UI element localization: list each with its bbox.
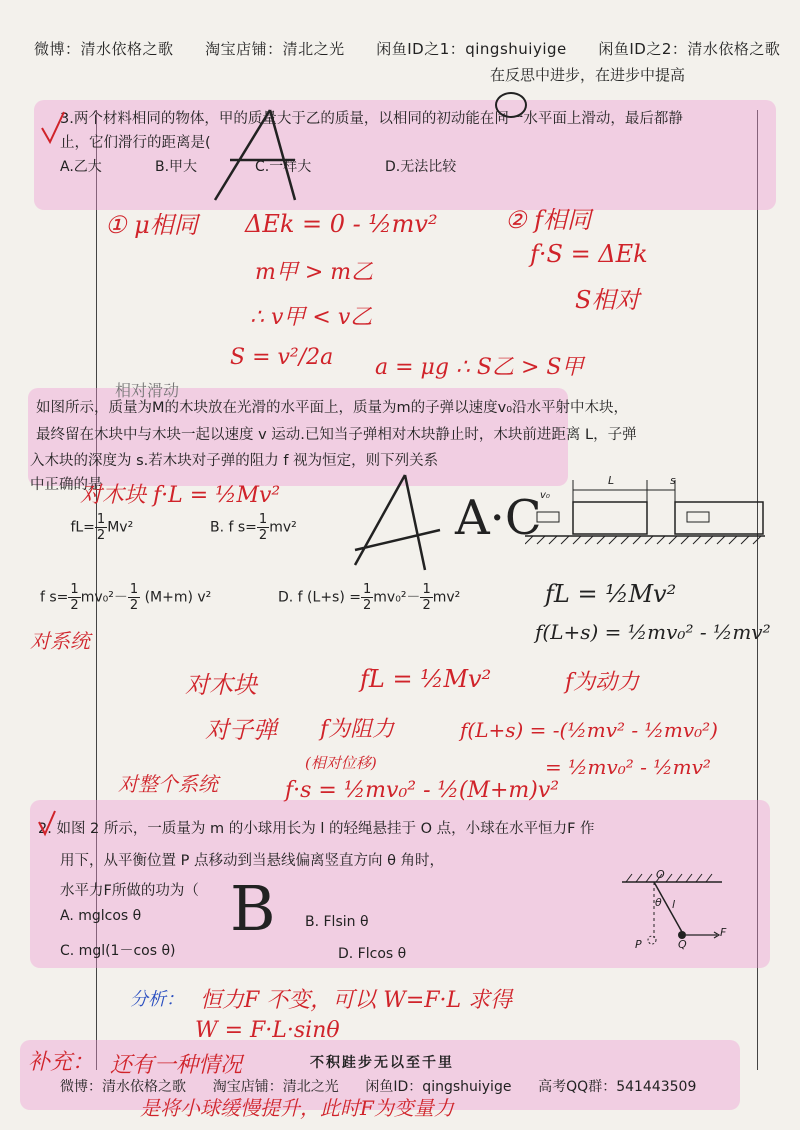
figure-label-v0: v₀ bbox=[540, 490, 550, 501]
note2-a1: 对木块 f·L = ½Mv² bbox=[80, 483, 281, 508]
note2-a11: = ½mv₀² - ½mv² bbox=[545, 755, 711, 779]
q1-option-d bbox=[278, 582, 460, 613]
q1-option-b-prefix: B. f s= bbox=[210, 519, 257, 536]
q2-option-b: B. Flsin θ bbox=[305, 914, 369, 930]
header-motto: 在反思中进步，在进步中提高 bbox=[490, 66, 686, 84]
q1-option-d-suffix: mv² bbox=[432, 589, 461, 606]
note2-a4: 对系统 bbox=[30, 629, 90, 653]
q1-text-line1: 如图所示，质量为M的木块放在光滑的水平面上，质量为m的子弹以速度v₀沿水平射中木块， bbox=[36, 400, 629, 416]
figure-label-s: s bbox=[670, 474, 676, 487]
fraction-half: $\frac{1}{2}$ bbox=[422, 582, 431, 613]
q1-text-line2: 最终留在木块中与木块一起以速度 v 运动.已知当子弹相对木块静止时，木块前进距离 L，子弹 bbox=[36, 427, 637, 443]
q1-option-d-prefix: D. f (L+s) = bbox=[278, 589, 361, 606]
block-bullet-figure bbox=[525, 472, 765, 562]
footer-line: 微博：清水依格之歌 淘宝店铺：清北之光 闲鱼ID：qingshuiyige 高考QQ群：541443509 bbox=[60, 1079, 697, 1095]
pendulum-label-F: F bbox=[720, 926, 727, 939]
footer-motto: 不积跬步无以至千里 bbox=[310, 1055, 454, 1071]
pendulum-label-O: O bbox=[656, 868, 665, 881]
fraction-half: $\frac{1}{2}$ bbox=[96, 512, 106, 543]
note3-b1: 分析： bbox=[130, 989, 184, 1010]
note3-b4: 补充： bbox=[28, 1050, 95, 1075]
fraction-half: $\frac{1}{2}$ bbox=[129, 582, 139, 613]
note1-eq6: f·S = ΔEk bbox=[530, 240, 648, 268]
note1-eq2: m甲 > m乙 bbox=[255, 260, 374, 285]
pendulum-label-l: l bbox=[672, 898, 676, 911]
note1-eq4: S = v²/2a bbox=[230, 345, 334, 370]
q1-text-line3: 入木块的深度为 s.若木块对子弹的阻力 f 视为恒定，则下列关系 bbox=[30, 453, 439, 469]
q1-option-c-mid: mv₀²－ bbox=[80, 589, 128, 606]
note2-a8: 对子弹 bbox=[205, 716, 277, 744]
note2-a10: f(L+s) = -(½mv² - ½mv₀²) bbox=[460, 718, 718, 742]
note1-heading2: ② f相同 bbox=[505, 206, 592, 234]
note1-eq5: a = μg ∴ S乙 > S甲 bbox=[375, 355, 584, 380]
circle-mark bbox=[495, 92, 527, 118]
q1-option-c-prefix: f s= bbox=[40, 589, 69, 606]
pendulum-label-Q: Q bbox=[678, 938, 687, 951]
note3-b2: 恒力F 不变，可以 W=F·L 求得 bbox=[200, 988, 513, 1013]
note1-eq1: ΔEk = 0 - ½mv² bbox=[245, 210, 438, 238]
note2-a2: fL = ½Mv² bbox=[545, 580, 677, 608]
q2-text-line3: 水平力F所做的功为（ bbox=[60, 883, 199, 899]
fraction-half: $\frac{1}{2}$ bbox=[70, 582, 79, 613]
note1-eq3: ∴ v甲 < v乙 bbox=[250, 305, 373, 330]
q3-option-c: C.一样大 bbox=[255, 159, 312, 175]
note2-a5: 对木块 bbox=[185, 671, 257, 699]
note2-a12: 对整个系统 bbox=[118, 772, 218, 796]
q3-check-mark bbox=[38, 108, 68, 148]
q1-text-line4: 中正确的是 bbox=[30, 477, 103, 493]
q2-option-a: A. mglcos θ bbox=[60, 908, 142, 924]
note3-b5: 还有一种情况 bbox=[110, 1053, 243, 1078]
q1-answer-label: A·C bbox=[455, 490, 542, 546]
note1-eq7: S相对 bbox=[575, 286, 640, 314]
note3-b3: W = F·L·sinθ bbox=[195, 1018, 340, 1043]
q1-option-a-prefix: fL= bbox=[70, 519, 95, 536]
note3-b6: 是将小球缓慢提升，此时F为变量力 bbox=[140, 1096, 454, 1120]
q2-option-d: D. Flcos θ bbox=[338, 946, 407, 962]
q2-text-line1: 2. 如图 2 所示，一质量为 m 的小球用长为 l 的轻绳悬挂于 O 点，小球在水平恒力F 作 bbox=[38, 821, 595, 837]
note2-a9: f为阻力 bbox=[320, 717, 395, 742]
q1-answer-mark-a bbox=[345, 470, 455, 580]
header-line: 微博：清水依格之歌 淘宝店铺：清北之光 闲鱼ID之1：qingshuiyige 闲鱼ID之2：清水依格之歌 bbox=[34, 40, 781, 58]
note2-a3: f(L+s) = ½mv₀² - ½mv² bbox=[535, 620, 771, 644]
pendulum-label-theta: θ bbox=[655, 896, 662, 909]
q3-option-a: A.乙大 bbox=[60, 159, 102, 175]
q3-text-line1: 3.两个材料相同的物体，甲的质量大于乙的质量，以相同的初动能在同一水平面上滑动，最后都静 bbox=[60, 111, 683, 127]
figure-label-L: L bbox=[608, 474, 615, 487]
q3-option-d: D.无法比较 bbox=[385, 159, 457, 175]
note2-a6: fL = ½Mv² bbox=[360, 665, 492, 693]
q1-option-c bbox=[40, 582, 211, 613]
q1-option-c-suffix: (M+m) v² bbox=[144, 589, 212, 606]
q3-option-b: B.甲大 bbox=[155, 159, 198, 175]
q1-option-b-suffix: mv² bbox=[269, 519, 297, 536]
note2-a13: (相对位移) bbox=[305, 754, 377, 772]
q2-option-c: C. mgl(1－cos θ) bbox=[60, 943, 176, 959]
note1-heading: ① μ相同 bbox=[105, 211, 198, 239]
note2-a7: f为动力 bbox=[565, 670, 640, 695]
q1-option-a bbox=[38, 512, 133, 543]
pendulum-label-P: P bbox=[635, 938, 642, 951]
q2-answer-mark: B bbox=[230, 872, 276, 945]
q2-check-mark bbox=[36, 808, 58, 838]
note2-a14: f·s = ½mv₀² - ½(M+m)v² bbox=[285, 778, 560, 803]
q1-option-d-mid: mv₀²－ bbox=[373, 589, 421, 606]
q3-answer-mark bbox=[200, 100, 310, 210]
q2-text-line2: 用下，从平衡位置 P 点移动到当悬线偏离竖直方向 θ 角时， bbox=[60, 853, 445, 869]
faded-note: 相对滑动 bbox=[115, 381, 180, 400]
fraction-half: $\frac{1}{2}$ bbox=[258, 512, 268, 543]
q1-option-b bbox=[210, 512, 297, 543]
q1-option-a-suffix: Mv² bbox=[107, 519, 134, 536]
q3-text-line2: 止，它们滑行的距离是( bbox=[60, 135, 211, 151]
fraction-half: $\frac{1}{2}$ bbox=[363, 582, 372, 613]
